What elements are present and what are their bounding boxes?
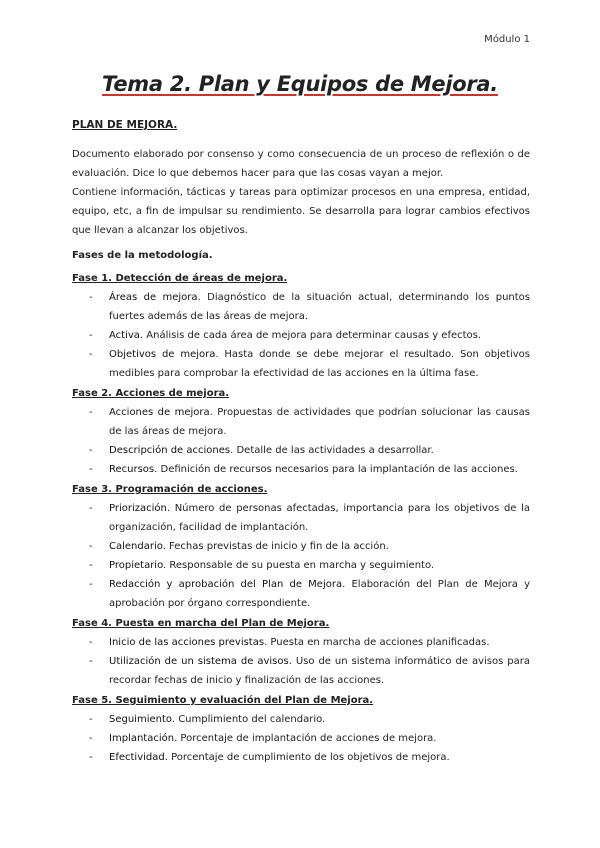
item-term: Objetivos de mejora [109, 349, 216, 360]
item-term: Calendario [109, 541, 163, 552]
bullet-dash: - [89, 733, 93, 744]
list-item [72, 441, 530, 460]
item-description: . Hasta donde se debe mejorar el resultado. Son objetivos medibles para comprobar la efectividad de las acciones en la última fase. [109, 349, 530, 379]
list-item [72, 499, 530, 537]
module-label: Módulo 1 [484, 34, 530, 45]
phase-5-list [72, 710, 530, 767]
item-description: . Diagnóstico de la situación actual, determinando los puntos fuertes además de las áreas de mejora. [109, 292, 530, 322]
item-description: . Cumplimiento del calendario. [171, 714, 326, 725]
phase-3-title: Fase 3. Programación de acciones. [72, 484, 268, 495]
item-term: Descripción de acciones [109, 445, 231, 456]
item-description: . Uso de un sistema informático de avisos para recordar fechas de inicio y finalización de las acciones. [109, 656, 530, 686]
item-term: Seguimiento [109, 714, 172, 725]
phase-2-title: Fase 2. Acciones de mejora. [72, 388, 230, 399]
bullet-dash: - [89, 464, 93, 475]
phase-3-list [72, 499, 530, 613]
list-item [72, 556, 530, 575]
item-description: . Número de personas afectadas, importancia para los objetivos de la organización, facilidad de implantación. [109, 503, 530, 533]
page-title: Tema 2. Plan y Equipos de Mejora. [102, 72, 498, 96]
item-description: . Puesta en marcha de acciones planificadas. [264, 637, 490, 648]
phase-4-list [72, 633, 530, 690]
bullet-dash: - [89, 637, 93, 648]
bullet-dash: - [89, 579, 93, 590]
list-item [72, 537, 530, 556]
item-term: Redacción y aprobación del Plan de Mejora [109, 579, 343, 590]
list-item [72, 575, 530, 613]
item-description: . Porcentaje de cumplimiento de los objetivos de mejora. [164, 752, 450, 763]
bullet-dash: - [89, 714, 93, 725]
plan-paragraph-2: Contiene información, tácticas y tareas para optimizar procesos en una empresa, entidad, equipo, etc, a fin de impulsar su rendimiento. Se desarrolla para lograr cambios efectivos que llevan a alcanzar los objetivos. [72, 187, 530, 236]
bullet-dash: - [89, 407, 93, 418]
item-term: Áreas de mejora [109, 292, 198, 303]
item-term: Efectividad [109, 752, 165, 763]
item-description: . Elaboración del Plan de Mejora y aprobación por órgano correspondiente. [109, 579, 530, 609]
bullet-dash: - [89, 656, 93, 667]
item-term: Activa [109, 330, 140, 341]
item-description: . Porcentaje de implantación de acciones de mejora. [174, 733, 437, 744]
list-item [72, 729, 530, 748]
phase-1-list [72, 288, 530, 383]
phase-4-title: Fase 4. Puesta en marcha del Plan de Mejora. [72, 618, 330, 629]
bullet-dash: - [89, 445, 93, 456]
list-item [72, 288, 530, 326]
list-item [72, 748, 530, 767]
phase-2-list [72, 403, 530, 479]
bullet-dash: - [89, 503, 93, 514]
phase-5-title: Fase 5. Seguimiento y evaluación del Plan de Mejora. [72, 695, 374, 706]
item-description: . Responsable de su puesta en marcha y seguimiento. [163, 560, 435, 571]
plan-paragraph-1: Documento elaborado por consenso y como consecuencia de un proceso de reflexión o de evaluación. Dice lo que debemos hacer para que las cosas vayan a mejor. [72, 149, 530, 179]
item-term: Inicio de las acciones previstas [109, 637, 265, 648]
bullet-dash: - [89, 330, 93, 341]
list-item [72, 710, 530, 729]
list-item [72, 652, 530, 690]
item-term: Recursos [109, 464, 155, 475]
document-body [72, 116, 530, 768]
bullet-dash: - [89, 541, 93, 552]
item-term: Implantación [109, 733, 175, 744]
item-term: Priorización [109, 503, 167, 514]
item-description: . Fechas previstas de inicio y fin de la acción. [162, 541, 389, 552]
item-description: . Definición de recursos necesarios para la implantación de las acciones. [154, 464, 518, 475]
list-item [72, 633, 530, 652]
fases-heading: Fases de la metodología. [72, 250, 213, 261]
item-description: . Análisis de cada área de mejora para determinar causas y efectos. [139, 330, 482, 341]
list-item [72, 345, 530, 383]
list-item [72, 326, 530, 345]
item-term: Acciones de mejora [109, 407, 210, 418]
bullet-dash: - [89, 292, 93, 303]
plan-heading: PLAN DE MEJORA. [72, 119, 178, 131]
bullet-dash: - [89, 349, 93, 360]
list-item [72, 460, 530, 479]
bullet-dash: - [89, 752, 93, 763]
item-term: Utilización de un sistema de avisos [109, 656, 289, 667]
item-description: . Detalle de las actividades a desarrollar. [230, 445, 434, 456]
item-description: . Propuestas de actividades que podrían solucionar las causas de las áreas de mejora. [109, 407, 530, 437]
bullet-dash: - [89, 560, 93, 571]
phase-1-title: Fase 1. Detección de áreas de mejora. [72, 273, 288, 284]
list-item [72, 403, 530, 441]
item-term: Propietario [109, 560, 164, 571]
